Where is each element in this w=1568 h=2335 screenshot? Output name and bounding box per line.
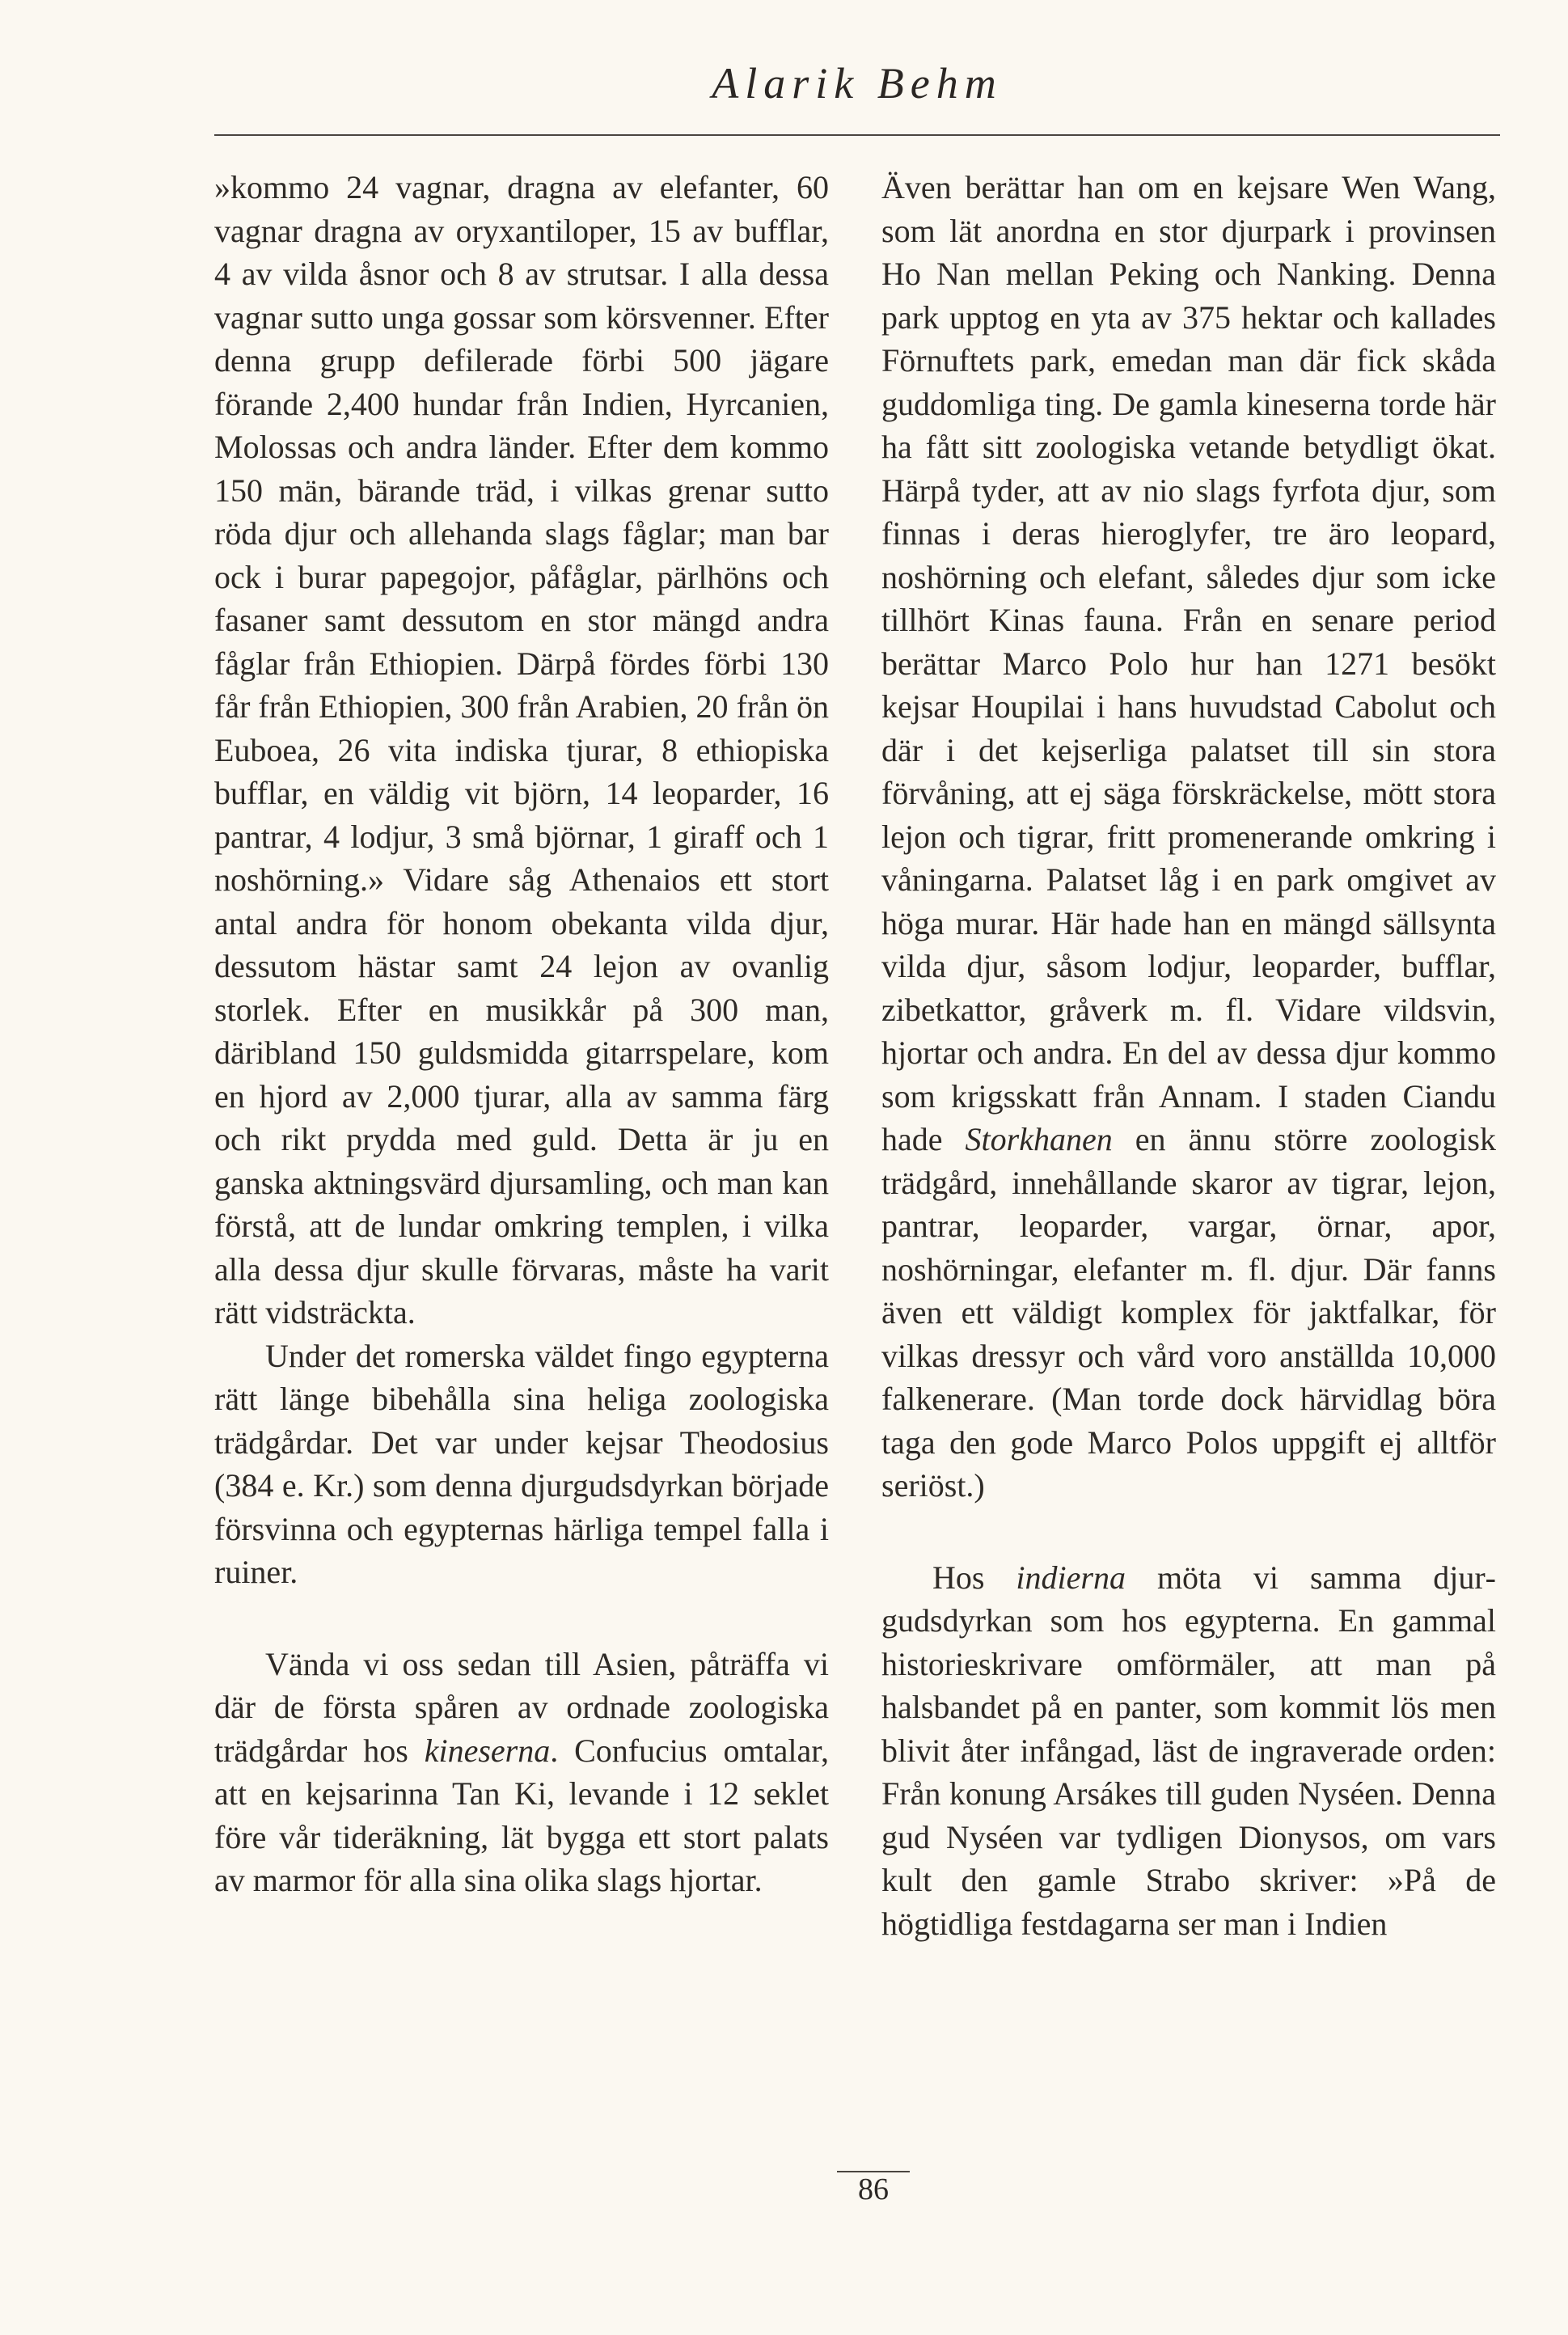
text-run: en ännu större zoologisk trädgård, innehållande skaror av tigrar, lejon, pantrar, leoparder, vargar, örnar, apor, noshörningar, elefanter m. fl. djur. Där fanns även ett väldigt komplex för jaktfalkar, för vilkas dressyr och vård voro anställda 10,000 falkenerare. (Man torde dock härvidlag böra taga den gode Marco Polos uppgift ej alltför seriöst.)	[881, 1121, 1496, 1504]
header-rule	[214, 134, 1500, 136]
left-paragraph-2: Under det romerska väldet fingo egypterna rätt länge bibehålla sina heliga zoologiska trädgårdar. Det var under kejsar Theodosius (384 e. Kr.) som denna djurgudsdyrkan började försvinna och egypternas härliga tempel falla i ruiner.	[214, 1337, 829, 1590]
section-gap	[214, 1594, 829, 1643]
italic-term: indierna	[1016, 1559, 1126, 1596]
left-paragraph-1: »kommo 24 vagnar, dragna av elefanter, 60 vagnar dragna av oryxantiloper, 15 av bufflar, 4 av vilda åsnor och 8 av strutsar. I alla dessa vagnar sutto unga gossar som körsvenner. Efter denna grupp defilerade förbi 500 jägare förande 2,400 hundar från Indien, Hyrcanien, Molossas och andra länder. Efter dem kommo 150 män, bärande träd, i vilkas grenar sutto röda djur och allehanda slags fåglar; man bar ock i burar papegojor, påfåglar, pärlhöns och fasaner samt dessutom en stor mängd andra fåglar från Ethiopien. Därpå fördes förbi 130 får från Ethiopien, 300 från Arabien, 20 från ön Euboea, 26 vita indiska tjurar, 8 ethiopiska bufflar, en väldig vit björn, 14 leoparder, 16 pantrar, 4 lodjur, 3 små björnar, 1 giraff och 1 noshörning.» Vidare såg Athenaios ett stort antal andra för honom obekanta vilda djur, dessutom hästar samt 24 lejon av ovanlig storlek. Efter en musikkår på 300 man, däribland 150 guldsmidda gitarrspelare, kom en hjord av 2,000 tjurar, alla av samma färg och rikt prydda med guld. Detta är ju en ganska aktningsvärd djursamling, och man kan förstå, att de lundar omkring templen, i vilka alla dessa djur skulle förvaras, måste ha varit rätt vidsträckta.	[214, 169, 829, 1330]
section-gap	[881, 1508, 1496, 1556]
text-run: möta vi samma djurgudsdyrkan som hos egypterna. En gammal historieskrivare omförmäler, att man på halsbandet på en panter, som kommit lös men blivit åter infångad, läst de ingraverade orden: Från konung Arsákes till guden Nyséen. Denna gud Nyséen var tydligen Dionysos, om vars kult den gamle Strabo skriver: »På de högtidliga festdagarna ser man i Indien	[881, 1559, 1496, 1942]
text-run: . Confucius omtalar, att en kejsarinna Tan Ki, levande i 12 seklet före vår tideräkning, lät bygga ett stort palats av marmor för alla sina olika slags hjortar.	[214, 1732, 830, 1898]
right-column	[881, 166, 1496, 1945]
italic-term: Storkhanen	[965, 1121, 1113, 1157]
page-number: 86	[858, 2172, 889, 2206]
right-paragraph-2	[881, 1556, 1496, 1946]
left-paragraph-3	[214, 1643, 829, 1902]
text-run: Hos	[932, 1559, 1016, 1596]
running-header: Alarik Behm	[712, 59, 1003, 108]
text-run: Vända vi oss sedan till Asien, påträffa vi där de första spåren av ordnade zoologiska trädgårdar hos	[214, 1645, 829, 1769]
italic-term: kineserna	[424, 1732, 551, 1769]
left-column	[214, 166, 829, 1902]
text-run: Även berättar han om en kejsare Wen Wang, som lät anordna en stor djurpark i provinsen Ho Nan mellan Peking och Nanking. Denna park upptog en yta av 375 hektar och kallades Förnuftets park, emedan man där fick skåda guddomliga ting. De gamla kineserna torde här ha fått sitt zoologiska vetande betydligt ökat. Härpå tyder, att av nio slags fyrfota djur, som finnas i deras hieroglyfer, tre äro leopard, noshörning och elefant, således djur som icke tillhört Kinas fauna. Från en senare period berättar Marco Polo hur han 1271 besökt kejsar Houpilai i hans huvudstad Cabolut och där i det kejserliga palatset till sin stora förvåning, att ej säga förskräckelse, mött stora lejon och tigrar, fritt promenerande omkring i våningarna. Palatset låg i en park omgivet av höga murar. Här hade han en mängd sällsynta vilda djur, såsom lodjur, leoparder, bufflar, zibetkattor, gråverk m. fl. Vidare vildsvin, hjortar och andra. En del av dessa djur kommo som krigsskatt från Annam. I staden Ciandu hade	[881, 169, 1496, 1157]
right-paragraph-1	[881, 166, 1496, 1508]
